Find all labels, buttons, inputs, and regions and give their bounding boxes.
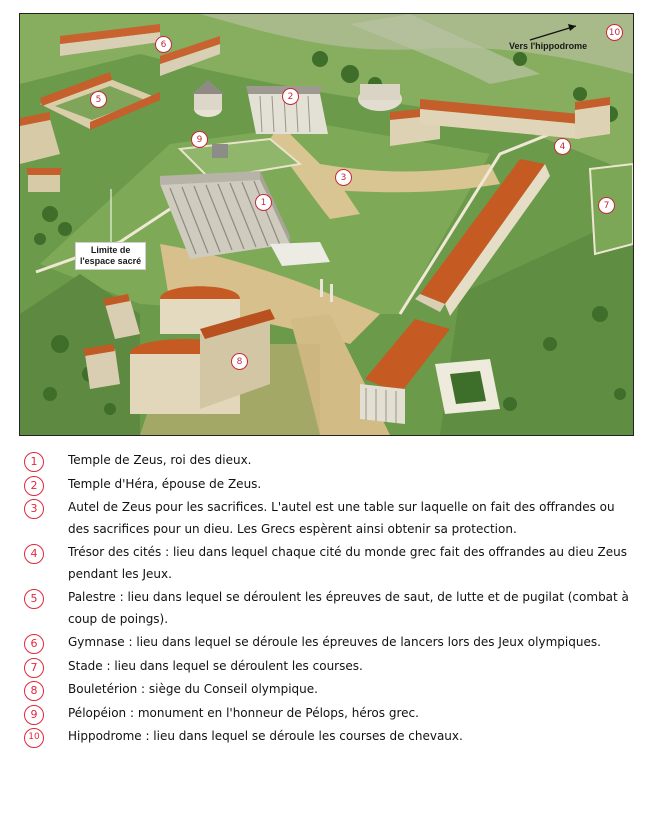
map-marker-6: 6: [155, 36, 172, 53]
map-marker-4: 4: [554, 138, 571, 155]
legend-number-5: 5: [24, 589, 44, 609]
legend-text-6: Gymnase : lieu dans lequel se déroule les épreuves de lancers lors des Jeux olympiques.: [68, 635, 601, 649]
legend-item-4: [22, 542, 632, 585]
legend-item-6: [22, 632, 632, 654]
legend-number-6: 6: [24, 634, 44, 654]
map-marker-1: 1: [255, 194, 272, 211]
legend-text-8: Bouletérion : siège du Conseil olympique.: [68, 682, 318, 696]
legend-item-10: [22, 726, 632, 748]
map-marker-2: 2: [282, 88, 299, 105]
sacred-limit-label-line2: l'espace sacré: [80, 256, 142, 266]
map-marker-9: 9: [191, 131, 208, 148]
olympia-map-drawing: [20, 14, 633, 435]
legend-item-1: [22, 450, 632, 472]
sacred-limit-label-line1: Limite de: [90, 245, 131, 255]
sacred-limit-label: [75, 242, 146, 270]
map-marker-3: 3: [335, 169, 352, 186]
map-marker-10: 10: [606, 24, 623, 41]
olympia-illustration: [19, 13, 634, 436]
legend-text-4: Trésor des cités : lieu dans lequel chaque cité du monde grec fait des offrandes au dieu Zeus pendant les Jeux.: [68, 545, 627, 581]
legend-text-3: Autel de Zeus pour les sacrifices. L'autel est une table sur laquelle on fait des offrandes ou des sacrifices pour un dieu. Les Grecs espèrent ainsi obtenir sa protection.: [68, 500, 615, 536]
legend-number-2: 2: [24, 476, 44, 496]
map-marker-7: 7: [598, 197, 615, 214]
legend-number-9: 9: [24, 705, 44, 725]
legend-item-5: [22, 587, 632, 630]
legend-item-2: [22, 474, 632, 496]
legend-text-1: Temple de Zeus, roi des dieux.: [68, 453, 252, 467]
legend-number-8: 8: [24, 681, 44, 701]
legend-item-7: [22, 656, 632, 678]
legend-number-4: 4: [24, 544, 44, 564]
legend-item-3: [22, 497, 632, 540]
legend-item-8: [22, 679, 632, 701]
legend-item-9: [22, 703, 632, 725]
map-marker-5: 5: [90, 91, 107, 108]
legend-number-1: 1: [24, 452, 44, 472]
legend-number-10: 10: [24, 728, 44, 748]
legend-list: [22, 450, 632, 748]
legend-text-9: Pélopéion : monument en l'honneur de Pélops, héros grec.: [68, 705, 419, 720]
map-marker-8: 8: [231, 353, 248, 370]
legend-number-7: 7: [24, 658, 44, 678]
legend-number-3: 3: [24, 499, 44, 519]
hippodrome-direction-label: Vers l'hippodrome: [509, 41, 588, 51]
legend-text-7: Stade : lieu dans lequel se déroulent les courses.: [68, 658, 363, 673]
legend-text-2: Temple d'Héra, épouse de Zeus.: [68, 476, 262, 491]
legend-text-5: Palestre : lieu dans lequel se déroulent les épreuves de saut, de lutte et de pugilat (combat à coup de poings).: [68, 590, 629, 626]
legend-text-10: Hippodrome : lieu dans lequel se déroule les courses de chevaux.: [68, 729, 463, 743]
